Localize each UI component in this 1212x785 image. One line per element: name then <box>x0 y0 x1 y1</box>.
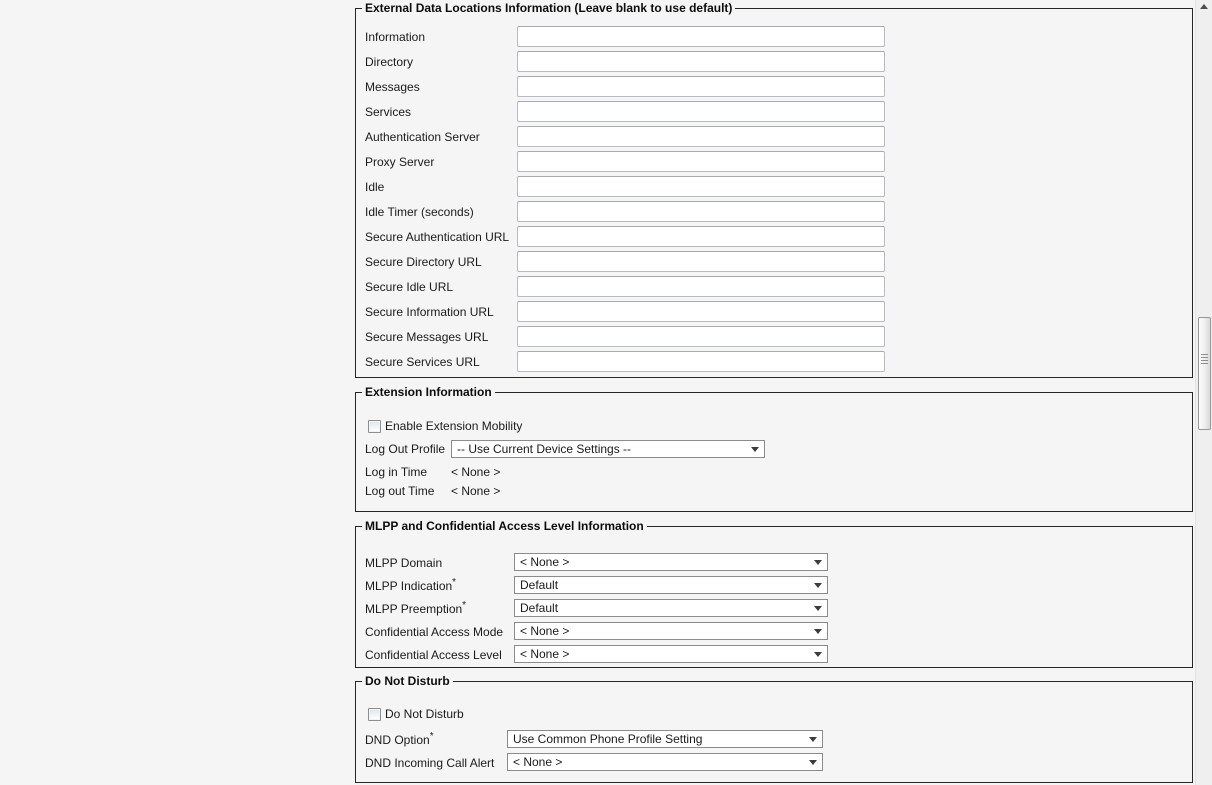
secure-services-url-input[interactable] <box>517 351 885 372</box>
services-label: Services <box>365 104 412 119</box>
extension-information-legend: Extension Information <box>362 385 495 399</box>
log-out-profile-select[interactable] <box>451 440 765 458</box>
chevron-down-icon <box>814 583 822 588</box>
do-not-disturb-label: Do Not Disturb <box>385 707 464 721</box>
form-row <box>365 484 1192 497</box>
idle-timer-input[interactable] <box>517 201 885 222</box>
proxy-server-input[interactable] <box>517 151 885 172</box>
directory-input[interactable] <box>517 51 885 72</box>
form-row <box>365 596 1192 619</box>
form-row <box>365 24 1192 49</box>
mlpp-preemption-label: MLPP Preemption* <box>365 599 467 616</box>
form-row <box>365 440 1192 458</box>
log-out-time-value: < None > <box>451 483 501 498</box>
mlpp-preemption-select[interactable] <box>514 599 828 617</box>
dnd-option-select[interactable] <box>507 730 823 748</box>
form-row <box>365 419 1192 433</box>
form-row <box>365 707 1192 721</box>
form-row <box>365 74 1192 99</box>
log-out-profile-value: -- Use Current Device Settings -- <box>457 442 632 456</box>
messages-input[interactable] <box>517 76 885 97</box>
dnd-option-label: DND Option* <box>365 730 434 747</box>
messages-label: Messages <box>365 79 420 94</box>
mlpp-indication-value: Default <box>520 577 559 592</box>
form-row <box>365 249 1192 274</box>
dnd-incoming-call-alert-label: DND Incoming Call Alert <box>365 755 495 770</box>
idle-input[interactable] <box>517 176 885 197</box>
form-row <box>365 299 1192 324</box>
secure-idle-url-label: Secure Idle URL <box>365 279 454 294</box>
log-in-time-label: Log in Time <box>365 464 428 479</box>
form-row <box>365 727 1192 750</box>
chevron-down-icon <box>809 760 817 765</box>
proxy-server-label: Proxy Server <box>365 154 435 169</box>
authentication-server-input[interactable] <box>517 126 885 147</box>
secure-authentication-url-input[interactable] <box>517 226 885 247</box>
form-row <box>365 324 1192 349</box>
mlpp-domain-value: < None > <box>520 554 570 569</box>
secure-services-url-label: Secure Services URL <box>365 354 480 369</box>
scrollbar-grip-icon <box>1201 354 1208 365</box>
idle-timer-label: Idle Timer (seconds) <box>365 204 474 219</box>
dnd-option-value: Use Common Phone Profile Setting <box>513 731 703 746</box>
log-out-time-label: Log out Time <box>365 483 435 498</box>
chevron-down-icon <box>814 606 822 611</box>
vertical-scrollbar[interactable] <box>1195 0 1212 785</box>
form-row <box>365 99 1192 124</box>
chevron-down-icon <box>814 560 822 565</box>
enable-extension-mobility-label: Enable Extension Mobility <box>385 419 523 433</box>
extension-information-section <box>355 385 1193 512</box>
form-row <box>365 465 1192 478</box>
form-row <box>365 349 1192 374</box>
form-row <box>365 174 1192 199</box>
mlpp-indication-label: MLPP Indication* <box>365 576 457 593</box>
secure-authentication-url-label: Secure Authentication URL <box>365 229 510 244</box>
mlpp-preemption-value: Default <box>520 600 559 615</box>
confidential-access-level-select[interactable] <box>514 645 828 663</box>
chevron-down-icon <box>751 447 759 452</box>
form-row <box>365 619 1192 642</box>
chevron-down-icon <box>814 652 822 657</box>
form-row <box>365 642 1192 665</box>
scroll-up-arrow-icon[interactable] <box>1200 4 1208 9</box>
form-row <box>365 124 1192 149</box>
confidential-access-mode-value: < None > <box>520 623 570 638</box>
secure-directory-url-input[interactable] <box>517 251 885 272</box>
confidential-access-level-label: Confidential Access Level <box>365 647 502 662</box>
form-row <box>365 750 1192 773</box>
information-label: Information <box>365 29 426 44</box>
information-input[interactable] <box>517 26 885 47</box>
mlpp-indication-select[interactable] <box>514 576 828 594</box>
mlpp-section <box>355 519 1193 668</box>
log-out-profile-label: Log Out Profile <box>365 442 446 456</box>
external-data-locations-legend: External Data Locations Information (Leave blank to use default) <box>362 1 735 15</box>
confidential-access-mode-select[interactable] <box>514 622 828 640</box>
secure-messages-url-label: Secure Messages URL <box>365 329 489 344</box>
chevron-down-icon <box>809 737 817 742</box>
secure-idle-url-input[interactable] <box>517 276 885 297</box>
confidential-access-level-value: < None > <box>520 646 570 661</box>
form-row <box>365 573 1192 596</box>
authentication-server-label: Authentication Server <box>365 129 480 144</box>
mlpp-domain-label: MLPP Domain <box>365 555 443 570</box>
services-input[interactable] <box>517 101 885 122</box>
form-row <box>365 199 1192 224</box>
secure-directory-url-label: Secure Directory URL <box>365 254 482 269</box>
dnd-incoming-call-alert-value: < None > <box>513 754 563 769</box>
secure-information-url-label: Secure Information URL <box>365 304 494 319</box>
confidential-access-mode-label: Confidential Access Mode <box>365 624 504 639</box>
form-row <box>365 550 1192 573</box>
dnd-incoming-call-alert-select[interactable] <box>507 753 823 771</box>
form-row <box>365 224 1192 249</box>
mlpp-domain-select[interactable] <box>514 553 828 571</box>
secure-information-url-input[interactable] <box>517 301 885 322</box>
log-in-time-value: < None > <box>451 464 501 479</box>
scrollbar-thumb[interactable] <box>1198 317 1211 430</box>
do-not-disturb-checkbox[interactable] <box>368 708 381 721</box>
form-row <box>365 274 1192 299</box>
chevron-down-icon <box>814 629 822 634</box>
directory-label: Directory <box>365 54 414 69</box>
secure-messages-url-input[interactable] <box>517 326 885 347</box>
mlpp-legend: MLPP and Confidential Access Level Information <box>362 519 647 533</box>
do-not-disturb-legend: Do Not Disturb <box>362 674 453 688</box>
enable-extension-mobility-checkbox[interactable] <box>368 420 381 433</box>
external-data-locations-section <box>355 1 1193 378</box>
form-row <box>365 149 1192 174</box>
do-not-disturb-section <box>355 674 1193 783</box>
form-row <box>365 49 1192 74</box>
idle-label: Idle <box>365 179 385 194</box>
